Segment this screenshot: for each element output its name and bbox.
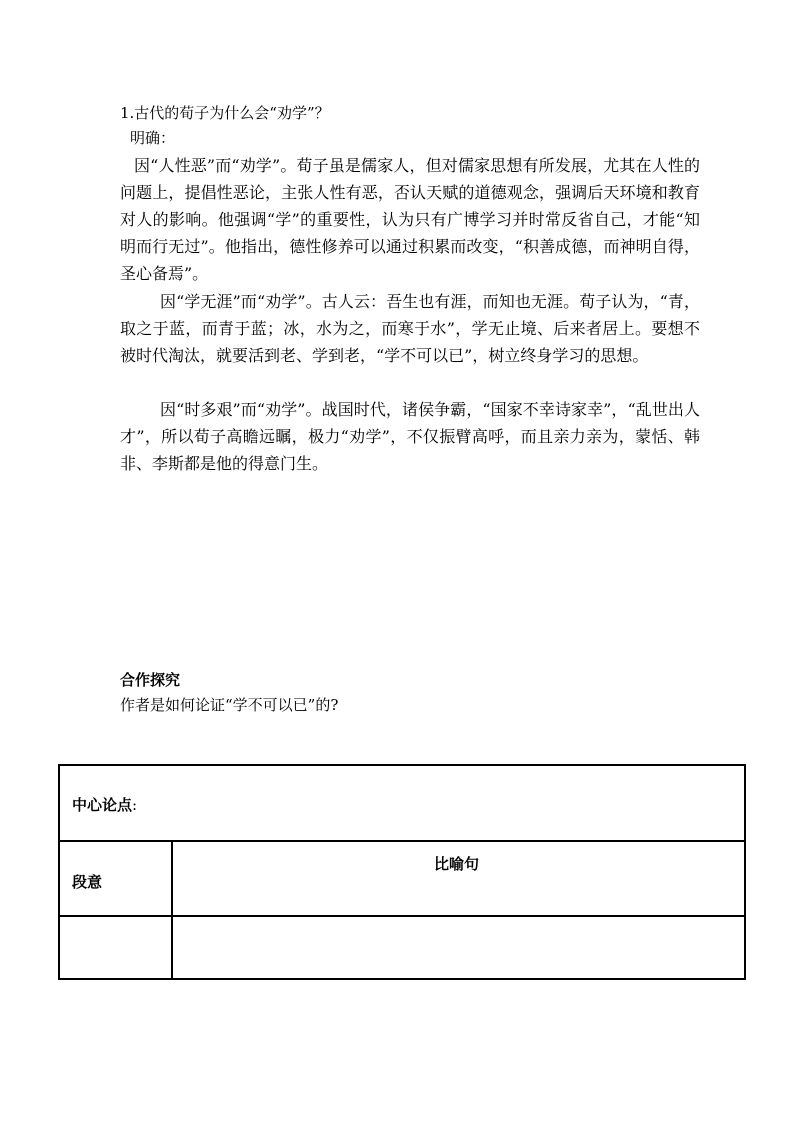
table-cell-empty-left xyxy=(60,917,173,978)
para-meaning-header: 段意 xyxy=(72,873,103,891)
answer-label: 明确： xyxy=(130,129,176,147)
table-row-header xyxy=(60,842,744,917)
answer-paragraph-hard-times: 因“时多艰”而“劝学”。战国时代，诸侯争霸，“国家不幸诗家幸”，“乱世出人才”，所以荀子高瞻远瞩，极力“劝学”，不仅振臂高呼，而且亲力亲为，蒙恬、韩非、李斯都是他的得意门生。 xyxy=(120,400,700,473)
question-1: 1.古代的荀子为什么会“劝学”？ xyxy=(120,104,330,122)
thesis-colon: : xyxy=(132,796,138,814)
answer-paragraph-endless-learning: 因“学无涯”而“劝学”。古人云：吾生也有涯，而知也无涯。荀子认为，“青，取之于蓝，而青于蓝；冰，水为之，而寒于水”，学无止境、后来者居上。要想不被时代淘汰，就要活到老、学到老，“学不可以已”，树立终身学习的思想。 xyxy=(120,292,700,365)
cooperation-question: 作者是如何论证“学不可以已”的? xyxy=(120,696,339,714)
cooperation-title: 合作探究 xyxy=(120,671,181,689)
answer-paragraph-human-nature: 因“人性恶”而“劝学”。荀子虽是儒家人，但对儒家思想有所发展，尤其在人性的问题上，提倡性恶论，主张人性有恶，否认天赋的道德观念，强调后天环境和教育对人的影响。他强调“学”的重要性，认为只有广博学习并时常反省自己，才能“知明而行无过”。他指出，德性修养可以通过积累而改变，“积善成德，而神明自得，圣心备焉”。 xyxy=(120,156,700,283)
argument-table xyxy=(58,764,746,980)
table-row-empty xyxy=(60,917,744,978)
thesis-label xyxy=(72,795,137,815)
metaphor-header: 比喻句 xyxy=(434,855,480,873)
thesis-label-text: 中心论点 xyxy=(72,796,133,814)
table-row-thesis xyxy=(60,766,744,842)
table-cell-para-meaning-header xyxy=(60,842,173,915)
